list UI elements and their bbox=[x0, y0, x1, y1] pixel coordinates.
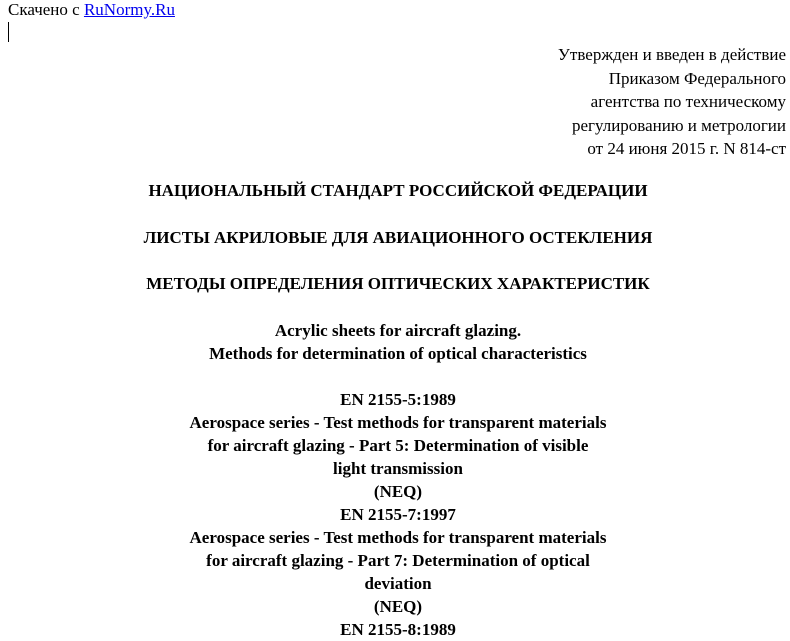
reference-title-line: light transmission bbox=[333, 459, 463, 478]
approval-line: Приказом Федерального bbox=[608, 68, 786, 88]
text-cursor bbox=[8, 22, 9, 42]
reference-code: EN 2155-5:1989 bbox=[340, 390, 456, 409]
reference-title-line: Aerospace series - Test methods for transparent materials bbox=[189, 413, 607, 432]
approval-line: от 24 июня 2015 г. N 814-ст bbox=[587, 139, 786, 158]
reference-equivalence: (NEQ) bbox=[373, 482, 423, 501]
reference-code: EN 2155-8:1989 bbox=[340, 620, 456, 639]
download-prefix: Скачено с bbox=[8, 0, 84, 19]
english-title-line: Acrylic sheets for aircraft glazing. bbox=[274, 321, 522, 340]
reference-title-line: Aerospace series - Test methods for transparent materials bbox=[189, 528, 607, 547]
english-title bbox=[0, 319, 790, 365]
runormy-link[interactable]: RuNormy.Ru bbox=[83, 0, 175, 19]
reference-title-line: for aircraft glazing - Part 5: Determination of visible bbox=[207, 436, 589, 455]
subject-heading: ЛИСТЫ АКРИЛОВЫЕ ДЛЯ АВИАЦИОННОГО ОСТЕКЛЕНИЯ bbox=[143, 228, 653, 247]
approval-block bbox=[558, 43, 786, 161]
standard-heading: НАЦИОНАЛЬНЫЙ СТАНДАРТ РОССИЙСКОЙ ФЕДЕРАЦИИ bbox=[148, 181, 648, 200]
reference-equivalence: (NEQ) bbox=[373, 597, 423, 616]
approval-line: агентства по техническому bbox=[590, 92, 786, 111]
reference-code: EN 2155-7:1997 bbox=[340, 505, 456, 524]
approval-line: Утвержден и введен в действие bbox=[557, 45, 786, 64]
methods-heading: МЕТОДЫ ОПРЕДЕЛЕНИЯ ОПТИЧЕСКИХ ХАРАКТЕРИСТИК bbox=[146, 274, 650, 293]
english-title-line: Methods for determination of optical characteristics bbox=[209, 344, 587, 363]
download-source-line bbox=[8, 0, 175, 20]
reference-title-line: deviation bbox=[364, 574, 432, 593]
approval-line: регулированию и метрологии bbox=[571, 115, 786, 135]
reference-standards bbox=[0, 388, 790, 641]
reference-title-line: for aircraft glazing - Part 7: Determination of optical bbox=[206, 551, 590, 570]
